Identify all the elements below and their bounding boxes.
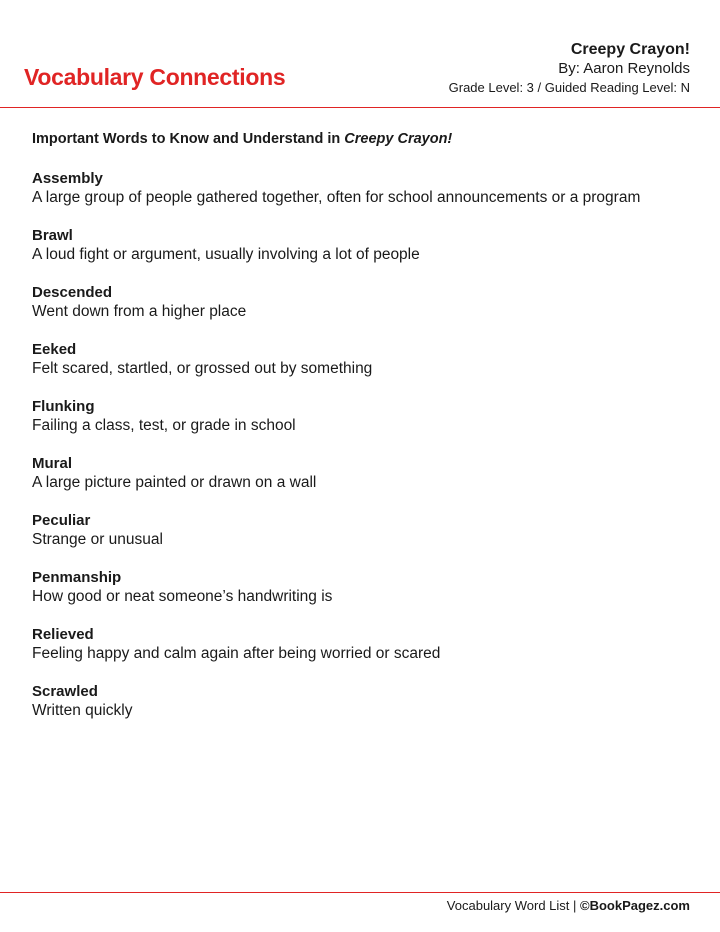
vocab-term: Eeked	[32, 341, 77, 358]
vocab-definition: Strange or unusual	[32, 531, 163, 548]
vocab-definition: How good or neat someone’s handwriting is	[32, 588, 333, 605]
vocab-entry	[32, 625, 697, 664]
footer-brand: ©BookPagez.com	[580, 898, 690, 913]
vocab-definition: A large picture painted or drawn on a wall	[32, 474, 317, 491]
vocab-definition: A loud fight or argument, usually involving a lot of people	[32, 246, 420, 263]
intro-book-title: Creepy Crayon!	[344, 131, 453, 147]
vocab-term: Mural	[32, 455, 73, 472]
vocab-term: Relieved	[32, 626, 94, 643]
intro-prefix: Important Words to Know and Understand in	[32, 131, 345, 147]
vocab-definition: Failing a class, test, or grade in school	[32, 417, 296, 434]
vocab-entry	[32, 226, 697, 265]
book-title: Creepy Crayon!	[570, 41, 690, 58]
vocab-term: Brawl	[32, 227, 73, 244]
footer-label: Vocabulary Word List |	[446, 898, 580, 913]
footer-divider	[0, 892, 720, 893]
vocab-entry	[32, 397, 697, 436]
vocab-term: Flunking	[32, 398, 95, 415]
vocab-definition: Went down from a higher place	[32, 303, 247, 320]
header-divider	[0, 107, 720, 108]
page-header	[0, 0, 720, 108]
vocabulary-list	[32, 131, 697, 739]
vocab-entry	[32, 283, 697, 322]
page-footer	[447, 898, 690, 913]
book-author: By: Aaron Reynolds	[558, 60, 690, 77]
book-info	[449, 40, 690, 97]
vocab-term: Peculiar	[32, 512, 91, 529]
vocab-definition: Felt scared, startled, or grossed out by something	[32, 360, 373, 377]
vocab-term: Assembly	[32, 170, 103, 187]
vocab-definition: Written quickly	[32, 702, 133, 719]
vocab-entry	[32, 340, 697, 379]
vocab-entry	[32, 169, 697, 208]
reading-level: Grade Level: 3 / Guided Reading Level: N	[448, 80, 690, 95]
vocab-entry	[32, 454, 697, 493]
vocab-entry	[32, 568, 697, 607]
intro-heading	[32, 131, 697, 147]
vocab-entry	[32, 511, 697, 550]
vocab-term: Penmanship	[32, 569, 122, 586]
vocab-term: Scrawled	[32, 683, 98, 700]
vocab-definition: Feeling happy and calm again after being worried or scared	[32, 645, 441, 662]
vocab-entry	[32, 682, 697, 721]
vocab-definition: A large group of people gathered together, often for school announcements or a program	[32, 189, 641, 206]
section-title: Vocabulary Connections	[24, 64, 286, 90]
vocab-term: Descended	[32, 284, 113, 301]
